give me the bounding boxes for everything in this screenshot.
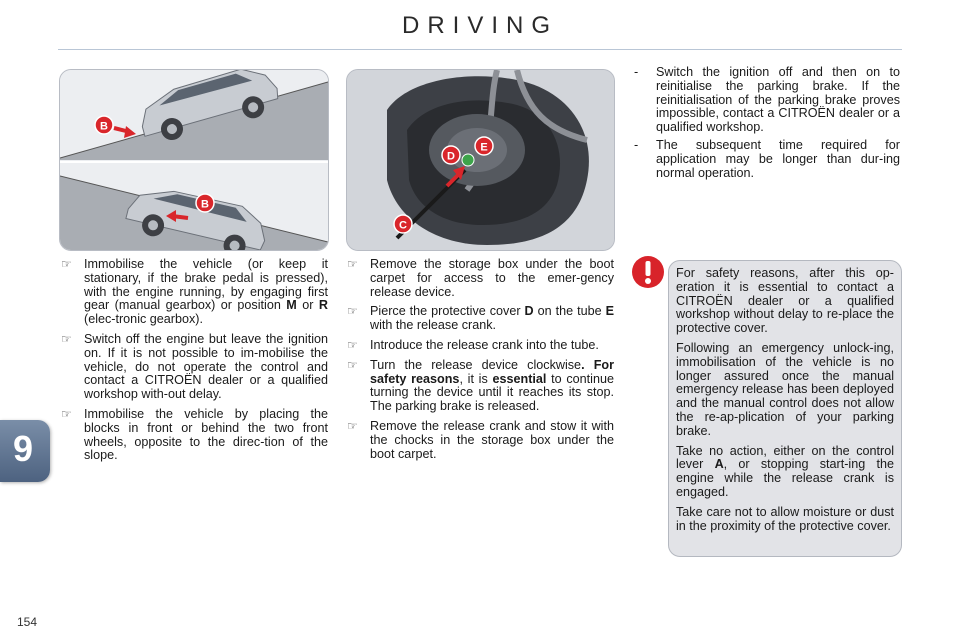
chapter-tab — [0, 420, 50, 482]
warning-paragraph: For safety reasons, after this op-eration it is essential to contact a CITROËN dealer or a qualified workshop without delay to re-place the protective cover. — [676, 266, 894, 336]
slope-illustration — [59, 69, 329, 251]
warning-paragraph: Take care not to allow moisture or dust in the proximity of the protective cover. — [676, 504, 894, 533]
list-item: ☞ Remove the release crank and stow it with the chocks in the storage box under the boot carpet. — [346, 420, 614, 461]
list-item: - Switch the ignition off and then on to reinitialise the parking brake. If the reinitialisation of the parking brake proves impossible, contact a CITROËN dealer or a qualified workshop. — [634, 65, 900, 135]
warning-paragraph: Take no action, either on the control lever A, or stopping start-ing the engine while the release crank is engaged. — [676, 443, 895, 499]
list-item: - The subsequent time required for application may be longer than dur-ing normal operation. — [634, 137, 900, 180]
slope-drawing — [60, 70, 328, 250]
page-title: DRIVING — [401, 12, 558, 39]
instructions-column-2 — [346, 258, 614, 467]
page-number: 154 — [17, 615, 38, 629]
title-rule — [58, 49, 902, 50]
list-item: ☞ Switch off the engine but leave the ignition on. If it is not possible to im-mobilise the vehicle, do not operate the control and contact a CITROËN dealer or a qualified workshop with-out delay. — [60, 333, 328, 402]
list-item: ☞ Remove the storage box under the boot carpet for access to the emer-gency release device. — [346, 258, 614, 299]
label-d: D — [447, 150, 455, 163]
list-item: ☞ Immobilise the vehicle (or keep it stationary, if the brake pedal is pressed), with the engine running, by engaging first gear (manual gearbox) or position M or R (elec-tronic gearbox). — [60, 258, 328, 327]
list-item: ☞ Introduce the release crank into the tube. — [346, 339, 614, 353]
instructions-column-1 — [60, 258, 328, 469]
list-item: ☞ Pierce the protective cover D on the tube E with the release crank. — [346, 305, 614, 333]
label-b-bottom: B — [201, 198, 209, 211]
list-item: ☞ Immobilise the vehicle by placing the blocks in front or behind the two front wheels, opposite to the direc-tion of the slope. — [60, 408, 328, 463]
mechanism-drawing — [347, 70, 614, 250]
label-e: E — [480, 141, 488, 154]
label-b-top: B — [100, 120, 108, 133]
warning-paragraph: Following an emergency unlock-ing, immobilisation of the vehicle is no longer assured once the manual emergency release has been deployed and the manual control does not allow the re-ap-plication of your parking brake. — [676, 340, 894, 438]
chapter-number: 9 — [12, 428, 34, 469]
label-c: C — [399, 219, 407, 232]
release-mechanism-illustration — [346, 69, 615, 251]
warning-icon — [631, 255, 665, 289]
instructions-column-3 — [632, 66, 900, 184]
list-item: ☞ Turn the release device clockwise. For safety reasons, it is essential to continue turning the device until it reaches its stop. The parking brake is released. — [346, 359, 614, 414]
warning-text — [676, 267, 894, 539]
